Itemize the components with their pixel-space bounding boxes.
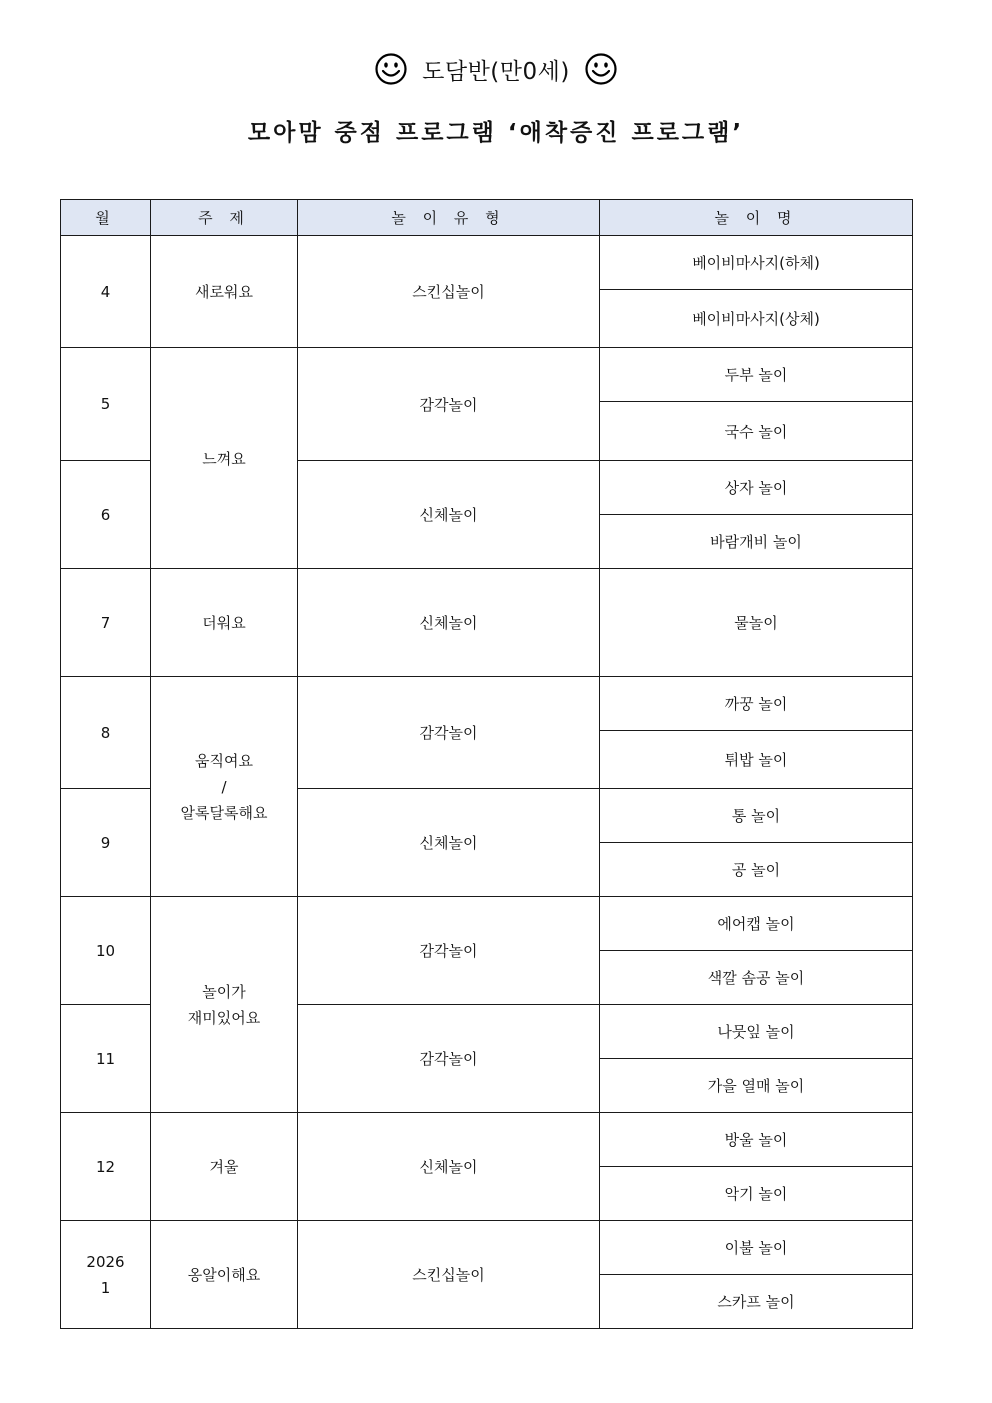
month-cell: 9 [61,789,151,897]
month-cell: 6 [61,461,151,569]
theme-cell: 더워요 [151,569,298,677]
play-type-cell: 감각놀이 [298,897,600,1005]
table-row [61,1221,913,1275]
program-table [60,199,913,1329]
month-cell: 4 [61,236,151,348]
theme-line: / [221,777,227,796]
month-cell: 12 [61,1113,151,1221]
play-name-cell: 물놀이 [600,569,913,677]
play-name-cell: 에어캡 놀이 [600,897,913,951]
play-name-cell: 통 놀이 [600,789,913,843]
month-cell: 7 [61,569,151,677]
play-type-cell: 스킨십놀이 [298,1221,600,1329]
month-cell: 8 [61,677,151,789]
theme-cell: 겨울 [151,1113,298,1221]
play-type-cell: 신체놀이 [298,569,600,677]
column-header-play-name: 놀 이 명 [600,200,913,236]
play-name-cell: 국수 놀이 [600,402,913,461]
class-title: 도담반(만0세) [422,58,570,85]
play-type-cell: 신체놀이 [298,461,600,569]
play-name-cell: 베이비마사지(하체) [600,236,913,290]
table-row [61,348,913,402]
month-cell: 5 [61,348,151,461]
play-name-cell: 이불 놀이 [600,1221,913,1275]
month-cell: 10 [61,897,151,1005]
table-header-row [61,200,913,236]
play-type-cell: 감각놀이 [298,677,600,789]
theme-cell: 새로워요 [151,236,298,348]
play-name-cell: 베이비마사지(상체) [600,290,913,348]
month-cell: 11 [61,1005,151,1113]
page-header [0,52,992,86]
table-row [61,677,913,731]
play-name-cell: 색깔 솜공 놀이 [600,951,913,1005]
table-row [61,1113,913,1167]
play-type-cell: 신체놀이 [298,1113,600,1221]
play-name-cell: 방울 놀이 [600,1113,913,1167]
play-name-cell: 악기 놀이 [600,1167,913,1221]
table-row [61,897,913,951]
theme-cell: 느껴요 [151,348,298,569]
theme-cell [151,677,298,897]
play-name-cell: 튀밥 놀이 [600,731,913,789]
play-name-cell: 공 놀이 [600,843,913,897]
month-cell [61,1221,151,1329]
month-year: 2026 [86,1252,125,1271]
play-name-cell: 나뭇잎 놀이 [600,1005,913,1059]
play-type-cell: 스킨십놀이 [298,236,600,348]
column-header-play-type: 놀 이 유 형 [298,200,600,236]
play-name-cell: 상자 놀이 [600,461,913,515]
play-name-cell: 두부 놀이 [600,348,913,402]
theme-line: 움직여요 [195,751,253,770]
program-title: 모아맘 중점 프로그램 ‘애착증진 프로그램’ [247,120,745,146]
table-row [61,236,913,290]
play-type-cell: 신체놀이 [298,789,600,897]
play-type-cell: 감각놀이 [298,1005,600,1113]
table-row [61,569,913,677]
smiley-face-icon [584,52,618,86]
theme-line: 재미있어요 [187,1008,261,1027]
theme-cell [151,897,298,1113]
play-name-cell: 가을 열매 놀이 [600,1059,913,1113]
theme-cell: 옹알이해요 [151,1221,298,1329]
play-name-cell: 스카프 놀이 [600,1275,913,1329]
play-type-cell: 감각놀이 [298,348,600,461]
play-name-cell: 까꿍 놀이 [600,677,913,731]
smiley-face-icon [374,52,408,86]
play-name-cell: 바람개비 놀이 [600,515,913,569]
theme-line: 알록달록해요 [180,803,268,822]
column-header-month: 월 [61,200,151,236]
column-header-theme: 주 제 [151,200,298,236]
month-number: 1 [100,1278,111,1297]
theme-line: 놀이가 [202,982,246,1001]
